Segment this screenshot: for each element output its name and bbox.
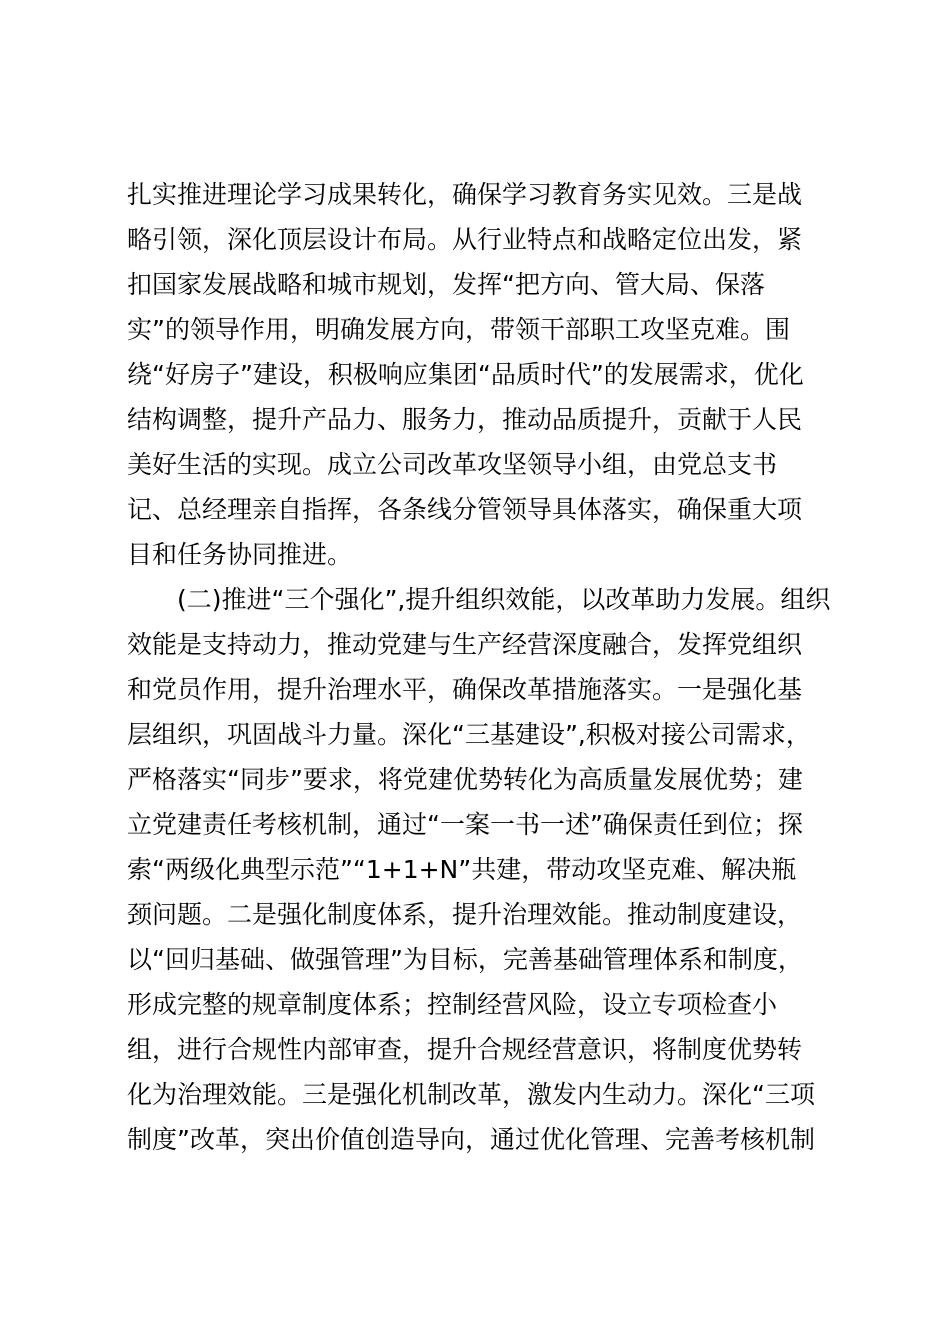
text-line: 实”的领导作用，明确发展方向，带领干部职工攻坚克难。围 [127, 315, 790, 344]
text-line: 颈问题。二是强化制度体系，提升治理效能。推动制度建设， [127, 900, 803, 929]
text-line: 美好生活的实现。成立公司改革攻坚领导小组，由党总支书 [127, 450, 778, 479]
text-line: 目和任务协同推进。 [127, 540, 353, 569]
text-line: 形成完整的规章制度体系；控制经营风险，设立专项检查小 [127, 990, 778, 1019]
text-line: 组，进行合规性内部审查，提升合规经营意识，将制度优势转 [127, 1035, 803, 1064]
text-line: 索“两级化典型示范”“1+1+N”共建，带动攻坚克难、解决瓶 [127, 855, 797, 884]
text-line: 立党建责任考核机制，通过“一案一书一述”确保责任到位；探 [127, 810, 803, 839]
paragraph-heading-line: (二)推进“三个强化”,提升组织效能，以改革助力发展。组织 [177, 585, 831, 614]
text-line: 严格落实“同步”要求，将党建优势转化为高质量发展优势；建 [127, 765, 803, 794]
text-line: 和党员作用，提升治理水平，确保改革措施落实。一是强化基 [127, 675, 803, 704]
text-line: 绕“好房子”建设，积极响应集团“品质时代”的发展需求，优化 [127, 360, 804, 389]
text-line: 扎实推进理论学习成果转化，确保学习教育务实见效。三是战 [127, 180, 803, 209]
text-line: 效能是支持动力，推动党建与生产经营深度融合，发挥党组织 [127, 630, 803, 659]
text-line: 化为治理效能。三是强化机制改革，激发内生动力。深化“三项 [127, 1080, 815, 1109]
body-text [127, 172, 837, 1162]
text-line: 以“回归基础、做强管理”为目标，完善基础管理体系和制度， [127, 945, 803, 974]
text-line: 结构调整，提升产品力、服务力，推动品质提升，贡献于人民 [127, 405, 803, 434]
text-line: 记、总经理亲自指挥，各条线分管领导具体落实，确保重大项 [127, 495, 803, 524]
text-line: 层组织，巩固战斗力量。深化“三基建设”,积极对接公司需求， [127, 720, 811, 749]
text-line: 略引领，深化顶层设计布局。从行业特点和战略定位出发，紧 [127, 225, 803, 254]
text-line: 制度”改革，突出价值创造导向，通过优化管理、完善考核机制 [127, 1125, 815, 1154]
text-line: 扣国家发展战略和城市规划，发挥“把方向、管大局、保落 [127, 270, 765, 299]
